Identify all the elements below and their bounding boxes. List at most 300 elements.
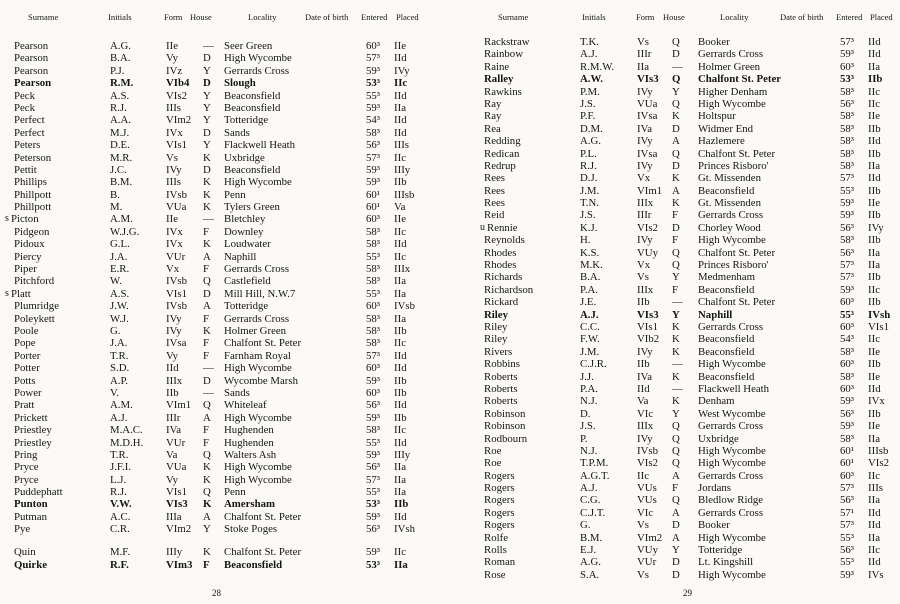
cell-form: VIm1 — [166, 399, 192, 412]
cell-initials: P.L. — [580, 147, 597, 160]
cell-form: IVy — [166, 163, 182, 176]
cell-placed: IIa — [394, 287, 406, 300]
cell-form: IVx — [166, 126, 183, 139]
cell-house: Y — [203, 64, 211, 77]
table-row — [0, 437, 450, 449]
cell-initials: P.A. — [580, 382, 599, 395]
table-row — [0, 449, 450, 461]
cell-surname: Rawkins — [484, 85, 522, 98]
cell-entered: 56³ — [366, 139, 381, 152]
cell-entered: 58³ — [840, 345, 855, 358]
table-row — [0, 337, 450, 349]
table-row — [0, 559, 450, 571]
cell-house: K — [203, 498, 212, 511]
cell-surname: Richards — [484, 271, 523, 284]
cell-entered: 55³ — [366, 89, 381, 102]
cell-entered: 57³ — [366, 151, 381, 164]
cell-form: VUa — [166, 201, 187, 214]
cell-form: VIs3 — [637, 308, 659, 321]
cell-form: Va — [166, 448, 178, 461]
cell-surname: Quin — [14, 546, 36, 559]
cell-entered: 55³ — [840, 556, 855, 569]
cell-form: VIm3 — [166, 558, 193, 571]
table-row — [450, 333, 900, 345]
table-row — [450, 61, 900, 73]
cell-locality: Totteridge — [224, 300, 269, 313]
cell-form: VUr — [166, 436, 186, 449]
cell-surname: Peck — [14, 89, 35, 102]
cell-placed: IId — [394, 349, 407, 362]
cell-entered: 59³ — [366, 510, 381, 523]
cell-locality: Hughenden — [224, 436, 274, 449]
header-locality: Locality — [248, 12, 277, 22]
cell-form: IIIr — [637, 209, 652, 222]
cell-placed: IIa — [868, 531, 880, 544]
cell-entered: 60³ — [366, 362, 381, 375]
cell-entered: 59³ — [366, 163, 381, 176]
cell-entered: 53³ — [366, 498, 381, 511]
cell-locality: Loudwater — [224, 238, 271, 251]
cell-house: F — [203, 225, 210, 238]
cell-house: F — [203, 312, 210, 325]
cell-house: D — [672, 48, 680, 61]
cell-entered: 60¹ — [840, 457, 855, 470]
cell-placed: IIIs — [394, 139, 409, 152]
cell-placed: IIb — [394, 386, 407, 399]
cell-initials: B.M. — [580, 531, 603, 544]
cell-locality: Beaconsfield — [224, 558, 283, 571]
cell-locality: Princes Risboro' — [698, 159, 769, 172]
cell-form: IVy — [637, 85, 653, 98]
cell-initials: M.A.C. — [110, 424, 143, 437]
header-initials: Initials — [108, 12, 132, 22]
cell-locality: Beaconsfield — [698, 345, 755, 358]
table-row — [450, 494, 900, 506]
cell-placed: IIa — [394, 486, 406, 499]
cell-placed: IId — [394, 362, 407, 375]
cell-form: VUs — [637, 482, 657, 495]
cell-form: VIm2 — [166, 523, 192, 536]
entry-list — [450, 36, 900, 581]
cell-form: IVy — [637, 432, 653, 445]
cell-locality: Higher Denham — [698, 85, 768, 98]
cell-house: Q — [203, 275, 211, 288]
cell-initials: A.J. — [580, 48, 598, 61]
cell-placed: IVs — [868, 568, 884, 581]
cell-form: IIIs — [166, 176, 181, 189]
cell-initials: T.R. — [110, 349, 129, 362]
table-row — [450, 507, 900, 519]
cell-form: IVsa — [637, 147, 658, 160]
cell-placed: IIa — [394, 101, 406, 114]
cell-placed: IIe — [394, 213, 406, 226]
cell-house: — — [672, 296, 683, 309]
cell-entered: 58³ — [366, 238, 381, 251]
cell-form: Vs — [166, 151, 178, 164]
cell-surname: Phillpott — [14, 188, 52, 201]
cell-form: VUr — [166, 250, 186, 263]
cell-entered: 58³ — [366, 126, 381, 139]
cell-form: VIc — [637, 407, 654, 420]
cell-initials: A.G.T. — [580, 469, 610, 482]
cell-entered: 57³ — [840, 519, 855, 532]
cell-entered: 57³ — [840, 271, 855, 284]
table-row — [450, 110, 900, 122]
cell-placed: IIc — [868, 97, 880, 110]
cell-placed: IIIx — [394, 263, 411, 276]
cell-form: IIIx — [637, 197, 654, 210]
cell-locality: Chalfont St. Peter — [698, 73, 782, 86]
cell-locality: Hazlemere — [698, 135, 745, 148]
table-row — [0, 251, 450, 263]
cell-locality: Gt. Missenden — [698, 197, 761, 210]
cell-placed: IIb — [868, 73, 883, 86]
table-row — [450, 383, 900, 395]
cell-surname: Pearson — [14, 64, 49, 77]
table-row — [450, 222, 900, 234]
cell-placed: IIa — [868, 246, 880, 259]
cell-house: Q — [672, 246, 680, 259]
cell-initials: J.E. — [580, 296, 597, 309]
cell-placed: IId — [868, 519, 881, 532]
table-row — [0, 152, 450, 164]
cell-initials: D.M. — [580, 122, 603, 135]
cell-form: VUa — [166, 461, 187, 474]
cell-form: VIs2 — [166, 89, 187, 102]
cell-house: D — [203, 126, 211, 139]
cell-entered: 54³ — [366, 114, 381, 127]
cell-entered: 55³ — [840, 184, 855, 197]
cell-locality: High Wycombe — [698, 97, 766, 110]
cell-placed: IVy — [394, 64, 410, 77]
cell-entered: 58³ — [840, 432, 855, 445]
table-row — [450, 457, 900, 469]
cell-locality: Naphill — [224, 250, 257, 263]
cell-house: K — [672, 333, 680, 346]
cell-initials: V.W. — [110, 498, 132, 511]
cell-placed: VIs1 — [868, 320, 889, 333]
cell-entered: 55³ — [840, 531, 855, 544]
cell-initials: A.J. — [580, 308, 599, 321]
cell-initials: J.A. — [110, 337, 128, 350]
table-row — [450, 309, 900, 321]
cell-initials: R.M. — [110, 77, 134, 90]
cell-locality: Beaconsfield — [224, 101, 281, 114]
cell-form: IVy — [637, 159, 653, 172]
cell-form: IVsa — [166, 337, 187, 350]
cell-initials: S.A. — [580, 568, 600, 581]
cell-placed: IIIs — [868, 482, 883, 495]
cell-surname: Redican — [484, 147, 520, 160]
cell-house: Q — [203, 448, 211, 461]
cell-house: Q — [672, 420, 680, 433]
cell-surname: Potter — [14, 362, 40, 375]
cell-locality: Bledlow Ridge — [698, 494, 764, 507]
cell-placed: IIb — [394, 411, 407, 424]
cell-form: IIIx — [637, 283, 654, 296]
cell-placed: IId — [868, 506, 881, 519]
cell-locality: Denham — [698, 395, 735, 408]
header-dob: Date of birth — [305, 12, 349, 22]
cell-placed: IIc — [394, 225, 406, 238]
cell-house: Y — [672, 407, 680, 420]
cell-initials: G. — [110, 324, 121, 337]
table-row — [0, 288, 450, 300]
cell-surname: Pratt — [14, 399, 35, 412]
table-row — [0, 176, 450, 188]
table-row — [0, 399, 450, 411]
cell-surname: Rogers — [484, 494, 515, 507]
table-row — [0, 65, 450, 77]
table-row — [450, 358, 900, 370]
cell-surname: Pearson — [14, 52, 49, 65]
cell-entered: 57³ — [366, 473, 381, 486]
cell-initials: M. — [110, 201, 123, 214]
cell-surname: Phillpott — [14, 201, 52, 214]
cell-locality: Princes Risboro' — [698, 259, 769, 272]
cell-form: IIIx — [637, 420, 654, 433]
right-page — [450, 0, 900, 604]
cell-entered: 59³ — [840, 283, 855, 296]
cell-initials: N.J. — [580, 395, 598, 408]
cell-house: Y — [672, 271, 680, 284]
cell-surname: Pope — [14, 337, 36, 350]
cell-form: VIs1 — [166, 139, 187, 152]
cell-entered: 58³ — [840, 370, 855, 383]
table-row — [450, 259, 900, 271]
cell-initials: P. — [580, 432, 588, 445]
cell-placed: IIc — [868, 283, 880, 296]
cell-placed: IIc — [868, 85, 880, 98]
cell-surname: Perfect — [14, 114, 45, 127]
cell-locality: High Wycombe — [224, 362, 292, 375]
table-row — [0, 300, 450, 312]
cell-entered: 60³ — [840, 296, 855, 309]
cell-locality: Slough — [224, 77, 256, 90]
cell-surname: Rodbourn — [484, 432, 528, 445]
cell-form: IIIy — [166, 546, 183, 559]
cell-placed: IIe — [868, 110, 880, 123]
cell-placed: IId — [868, 172, 881, 185]
cell-house: D — [203, 163, 211, 176]
cell-entered: 57³ — [366, 349, 381, 362]
page-number: 29 — [683, 588, 692, 598]
cell-placed: IIIsb — [394, 188, 415, 201]
table-row — [450, 395, 900, 407]
cell-locality: Totteridge — [224, 114, 269, 127]
cell-entered: 54³ — [840, 333, 855, 346]
cell-locality: Mill Hill, N.W.7 — [224, 287, 296, 300]
cell-placed: IVsh — [394, 523, 415, 536]
cell-house: D — [672, 519, 680, 532]
cell-form: VUa — [637, 97, 658, 110]
cell-house: A — [203, 510, 211, 523]
table-row — [450, 172, 900, 184]
cell-initials: T.K. — [580, 36, 599, 48]
cell-locality: Gerrards Cross — [698, 209, 764, 222]
cell-locality: Castlefield — [224, 275, 271, 288]
cell-initials: J.S. — [580, 209, 596, 222]
cell-placed: IIb — [868, 407, 881, 420]
cell-surname: Rickard — [484, 296, 519, 309]
column-header — [0, 10, 450, 24]
cell-surname: Power — [14, 386, 42, 399]
header-placed: Placed — [870, 12, 893, 22]
cell-form: IVx — [166, 225, 183, 238]
cell-initials: T.R. — [110, 448, 129, 461]
cell-locality: Chalfont St. Peter — [698, 296, 776, 309]
table-row — [450, 556, 900, 568]
cell-surname: Pearson — [14, 77, 52, 90]
cell-initials: B.A. — [580, 271, 601, 284]
cell-house: Y — [672, 544, 680, 557]
table-row — [450, 569, 900, 581]
cell-placed: IId — [394, 126, 407, 139]
cell-initials: D. — [580, 407, 591, 420]
cell-placed: IIa — [394, 461, 406, 474]
cell-form: VUr — [637, 556, 657, 569]
table-row — [0, 486, 450, 498]
cell-placed: IId — [394, 52, 407, 65]
cell-locality: High Wycombe — [698, 444, 766, 457]
cell-entered: 55³ — [366, 287, 381, 300]
cell-form: IVsb — [637, 444, 658, 457]
cell-form: IIb — [166, 386, 179, 399]
cell-placed: IId — [394, 510, 407, 523]
cell-placed: IIc — [394, 151, 406, 164]
cell-initials: C.J.T. — [580, 506, 606, 519]
cell-locality: Widmer End — [698, 122, 754, 135]
table-row — [450, 234, 900, 246]
cell-placed: IIb — [868, 234, 881, 247]
cell-locality: Chalfont St. Peter — [224, 337, 302, 350]
cell-form: IVy — [637, 135, 653, 148]
cell-form: Vx — [637, 259, 651, 272]
table-row — [0, 523, 450, 535]
cell-initials: C.G. — [580, 494, 601, 507]
cell-entered: 58³ — [840, 234, 855, 247]
table-row — [0, 114, 450, 126]
cell-form: IVy — [166, 312, 182, 325]
cell-initials: J.S. — [580, 97, 596, 110]
cell-surname: Rogers — [484, 506, 515, 519]
table-row — [0, 90, 450, 102]
cell-initials: M.D.H. — [110, 436, 144, 449]
cell-initials: J.M. — [580, 345, 600, 358]
cell-entered: 60³ — [840, 320, 855, 333]
table-row — [0, 52, 450, 64]
cell-placed: IIe — [868, 197, 880, 210]
cell-form: IVa — [637, 370, 652, 383]
cell-entered: 59³ — [840, 420, 855, 433]
cell-locality: Penn — [224, 486, 246, 499]
cell-surname: Ralley — [484, 73, 514, 86]
cell-placed: IId — [868, 36, 881, 48]
cell-house: K — [672, 395, 680, 408]
cell-surname: Rea — [484, 122, 501, 135]
cell-initials: L.J. — [110, 473, 127, 486]
cell-entered: 60¹ — [366, 201, 381, 214]
header-initials: Initials — [582, 12, 606, 22]
cell-entered: 58³ — [366, 424, 381, 437]
cell-entered: 56³ — [366, 523, 381, 536]
cell-placed: IIIy — [394, 163, 411, 176]
cell-entered: 57³ — [840, 259, 855, 272]
cell-form: IId — [166, 362, 179, 375]
cell-entered: 59³ — [366, 374, 381, 387]
cell-house: K — [203, 546, 211, 559]
cell-initials: A.G. — [580, 556, 601, 569]
table-row — [0, 424, 450, 436]
cell-form: VIc — [637, 506, 654, 519]
cell-form: Vs — [637, 568, 649, 581]
cell-entered: 59³ — [366, 448, 381, 461]
table-row — [0, 40, 450, 52]
cell-placed: IIb — [394, 176, 407, 189]
cell-entered: 56³ — [840, 407, 855, 420]
cell-entered: 59³ — [840, 48, 855, 61]
cell-form: VUy — [637, 544, 658, 557]
entry-list — [0, 40, 450, 571]
cell-house: — — [203, 40, 214, 52]
cell-locality: Downley — [224, 225, 264, 238]
cell-form: Vy — [166, 473, 178, 486]
cell-house: K — [672, 345, 680, 358]
cell-entered: 60¹ — [366, 188, 381, 201]
cell-initials: D.E. — [110, 139, 130, 152]
cell-initials: J.J. — [580, 370, 594, 383]
cell-surname: Rogers — [484, 519, 515, 532]
cell-initials: R.J. — [110, 101, 127, 114]
cell-surname: Peterson — [14, 151, 52, 164]
cell-entered: 58³ — [366, 324, 381, 337]
cell-house: D — [672, 556, 680, 569]
table-row — [450, 519, 900, 531]
header-surname: Surname — [498, 12, 529, 22]
cell-surname: Ray — [484, 97, 502, 110]
table-row — [0, 362, 450, 374]
cell-house: Y — [203, 523, 211, 536]
cell-locality: Gerrards Cross — [698, 420, 764, 433]
cell-initials: M.K. — [580, 259, 603, 272]
cell-placed: IIb — [868, 271, 881, 284]
cell-form: IIIx — [166, 374, 183, 387]
cell-form: IVsb — [166, 188, 187, 201]
cell-surname: Peters — [14, 139, 41, 152]
cell-surname: Piper — [14, 263, 37, 276]
header-house: House — [190, 12, 212, 22]
header-house: House — [663, 12, 685, 22]
header-entered: Entered — [836, 12, 863, 22]
cell-initials: A.C. — [110, 510, 131, 523]
cell-house: — — [672, 382, 683, 395]
table-row — [450, 296, 900, 308]
cell-house: Q — [672, 97, 680, 110]
cell-initials: T.P.M. — [580, 457, 609, 470]
cell-locality: Jordans — [698, 482, 731, 495]
cell-initials: A.G. — [110, 40, 131, 52]
cell-form: VIs1 — [166, 486, 187, 499]
cell-house: Q — [672, 494, 680, 507]
header-dob: Date of birth — [780, 12, 824, 22]
cell-surname: Potts — [14, 374, 36, 387]
cell-surname: Rivers — [484, 345, 513, 358]
cell-surname: Roberts — [484, 370, 518, 383]
cell-form: VUs — [637, 494, 657, 507]
cell-placed: IIe — [868, 370, 880, 383]
cell-form: IId — [637, 382, 650, 395]
cell-entered: 53³ — [366, 558, 381, 571]
